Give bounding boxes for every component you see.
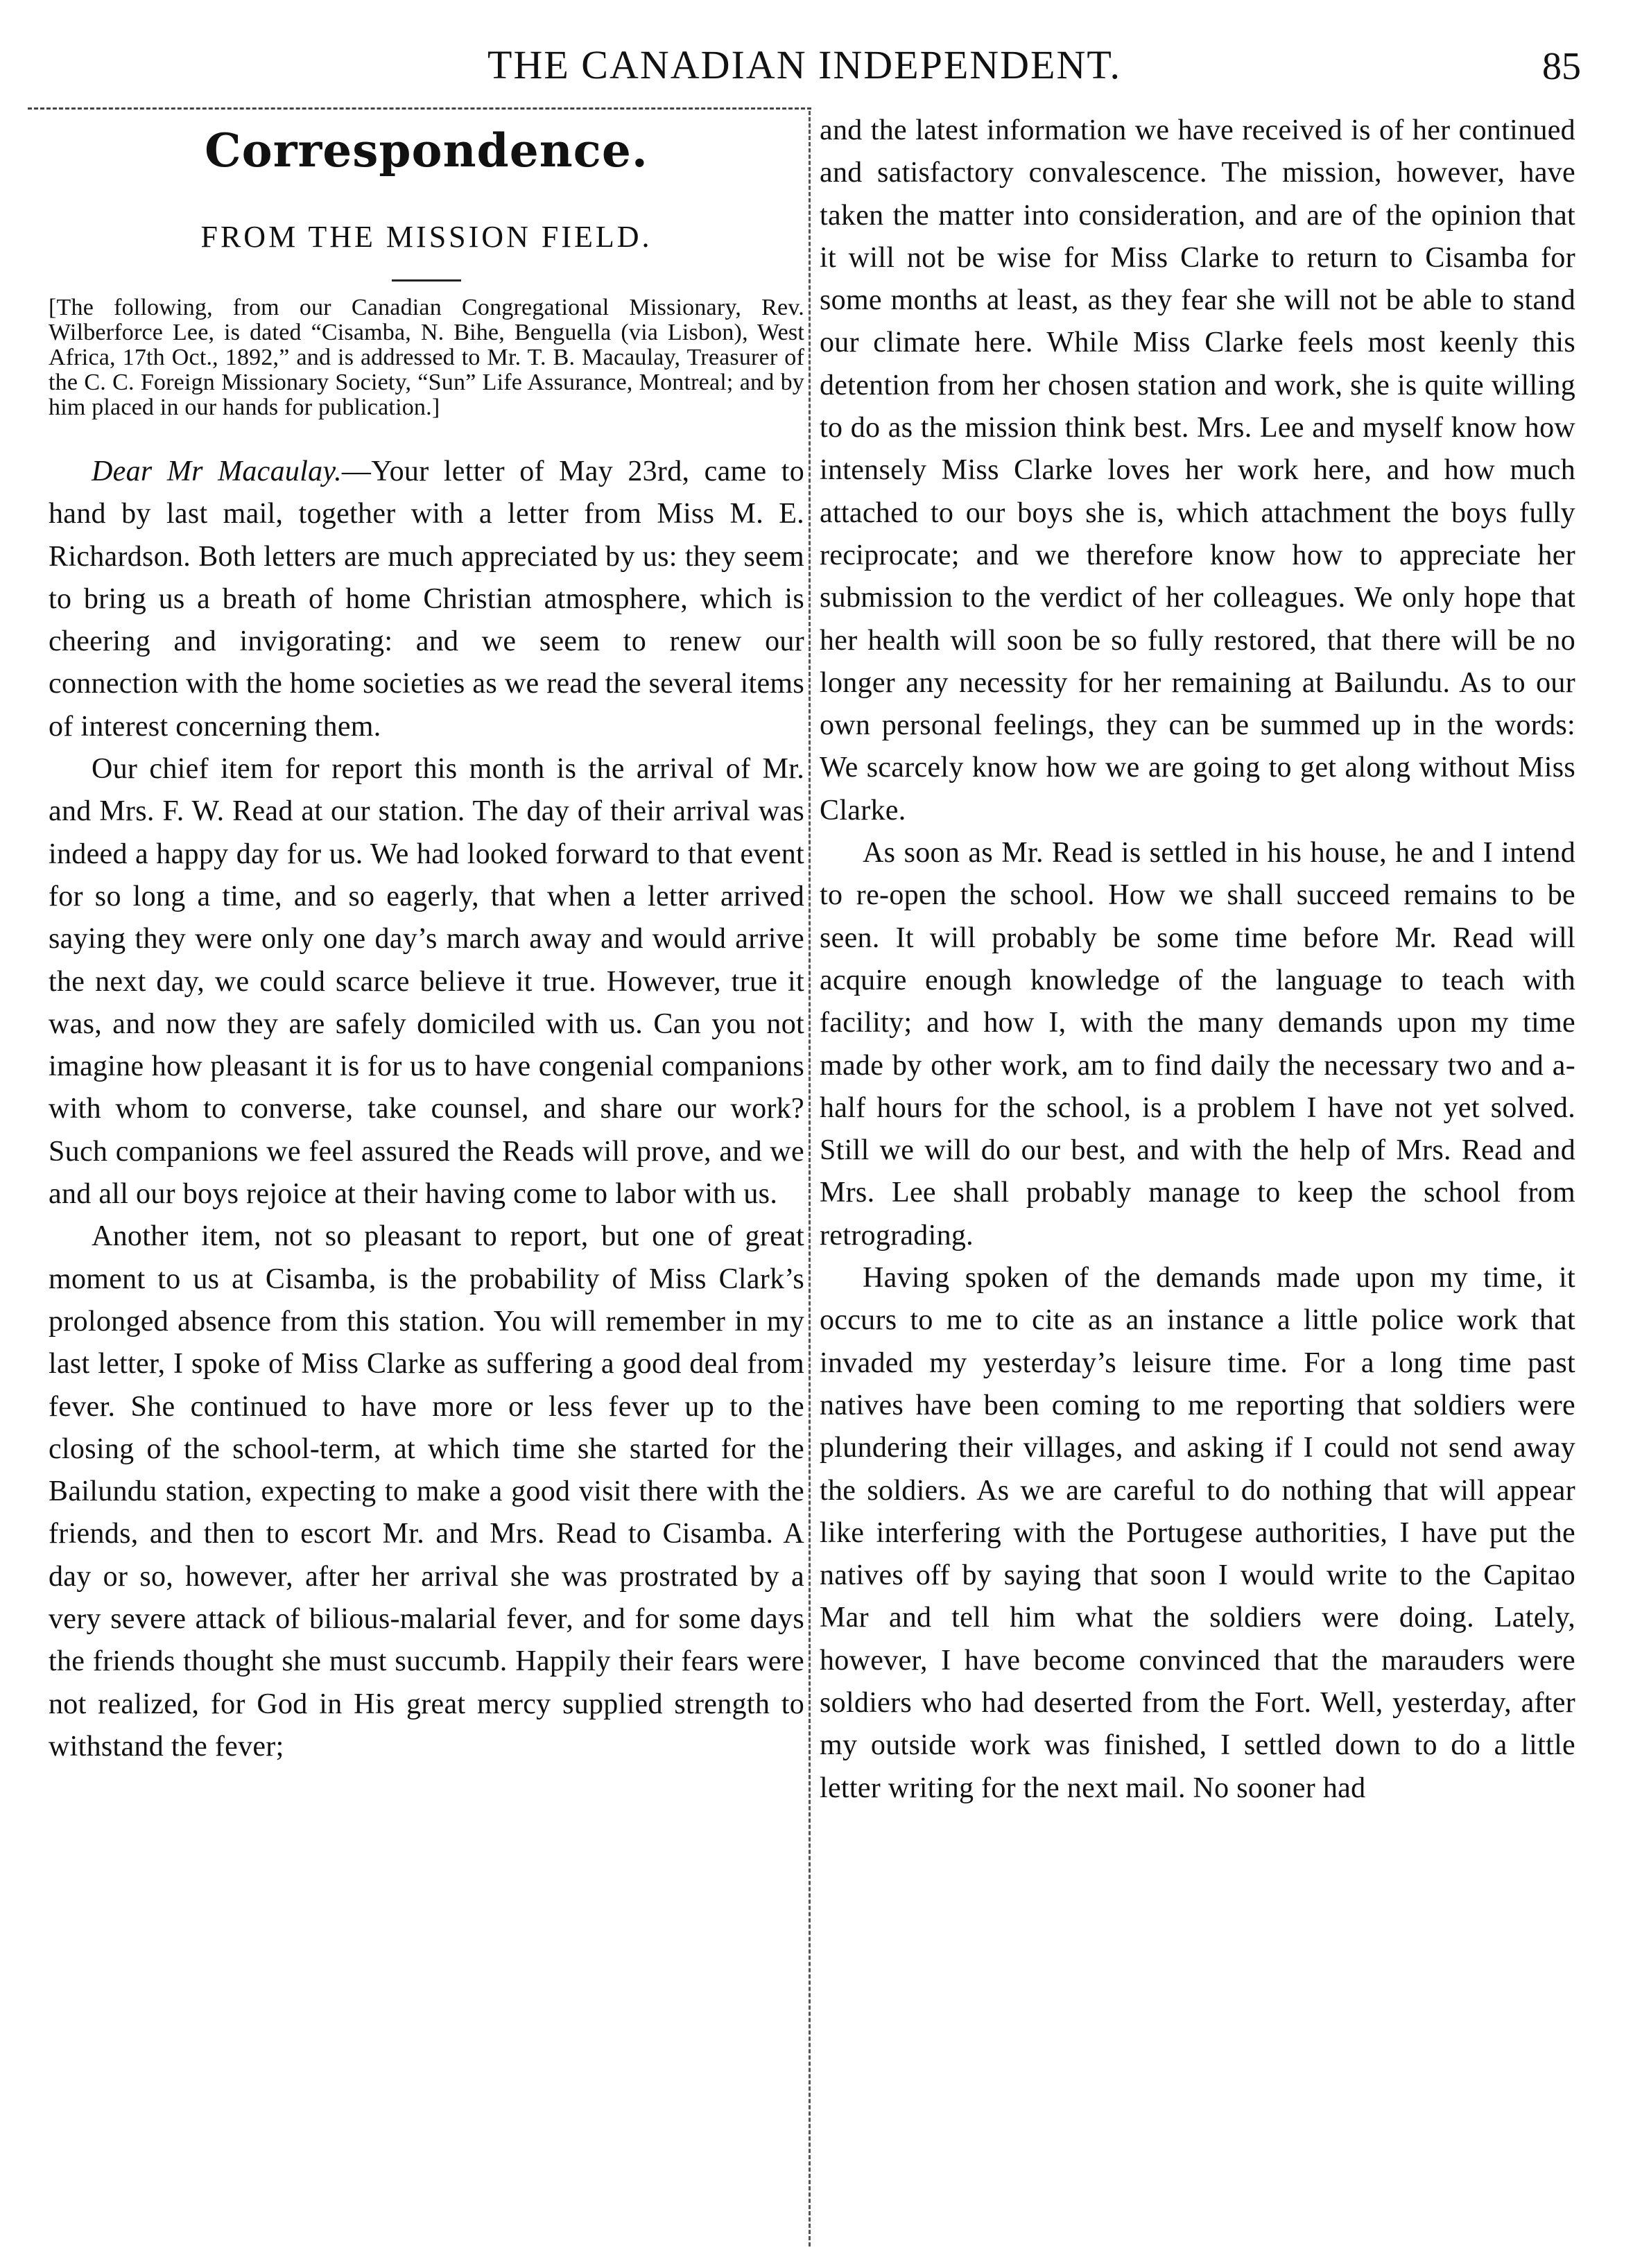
letter-paragraph-1: [49, 451, 804, 748]
page-header: [28, 14, 1581, 97]
section-heading: Correspondence.: [205, 123, 648, 178]
letter-paragraph-6: Having spoken of the demands made upon my time, it occurs to me to cite as an instance a little police work that invaded my yesterday’s leisure time. For a long time past natives have been coming to me reporting that soldiers were plundering their villages, and asking if I could not send away the soldiers. As we are careful to do nothing that will appear like interfering with the Portugese authorities, I have put the natives off by saying that soon I would write to the Capitao Mar and tell him what the soldiers were doing. Lately, however, I have become convinced that the marauders were soldiers who had deserted from the Fort. Well, yesterday, after my outside work was finished, I settled down to do a little letter writing for the next mail. No sooner had: [820, 1262, 1575, 1804]
section-subheading: FROM THE MISSION FIELD.: [200, 220, 653, 254]
letter-paragraph-5: As soon as Mr. Read is settled in his house, he and I intend to re-open the school. How we shall succeed remains to be seen. It will probably be some time before Mr. Read will acquire enough knowledge of the language to teach with facility; and how I, with the many demands upon my time made by other work, am to find daily the necessary two and a-half hours for the school, is a problem I have not yet solved. Still we will do our best, and with the help of Mrs. Read and Mrs. Lee shall probably manage to keep the school from retrograding.: [820, 837, 1575, 1252]
publication-title: THE CANADIAN INDEPENDENT.: [487, 42, 1121, 87]
right-column: [820, 110, 1575, 1810]
letter-paragraph-4: and the latest information we have received is of her continued and satisfactory convalescence. The mission, however, have taken the matter into consideration, and are of the opinion that it will not be wise for Miss Clarke to return to Cisamba for some months at least, as they fear she will not be able to stand our climate here. While Miss Clarke feels most keenly this detention from her chosen station and work, she is quite willing to do as the mission think best. Mrs. Lee and myself know how intensely Miss Clarke loves her work here, and how much attached to our boys she is, which attachment the boys fully reciprocate; and we therefore know how to appreciate her submission to the verdict of her colleagues. We only hope that her health will soon be so fully restored, that there will be no longer any necessity for her remaining at Bailundu. As to our own personal feelings, they can be summed up in the words: We scarcely know how we are going to get along without Miss Clarke.: [820, 114, 1575, 826]
salutation: Dear Mr Macaulay.: [92, 456, 342, 487]
editorial-note: [The following, from our Canadian Congregational Missionary, Rev. Wilberforce Lee, is dated “Cisamba, N. Bihe, Benguella (via Lisbon), West Africa, 17th Oct., 1892,” and is addressed to Mr. T. B. Macaulay, Treasurer of the C. C. Foreign Missionary Society, “Sun” Life Assurance, Montreal; and by him placed in our hands for publication.]: [49, 295, 804, 420]
paragraph-1-text: —Your letter of May 23rd, came to hand by last mail, together with a letter from Miss M. E. Richardson. Both letters are much appreciated by us: they seem to bring us a breath of home Christian atmosphere, which is cheering and invigorating: and we seem to renew our connection with the home societies as we read the several items of interest concerning them.: [49, 456, 804, 743]
short-rule: [392, 279, 461, 282]
letter-paragraph-3: Another item, not so pleasant to report, but one of great moment to us at Cisamba, is the probability of Miss Clark’s prolonged absence from this station. You will remember in my last letter, I spoke of Miss Clarke as suffering a good deal from fever. She continued to have more or less fever up to the closing of the school-term, at which time she started for the Bailundu station, expecting to make a good visit there with the friends, and then to escort Mr. and Mrs. Read to Cisamba. A day or so, however, after her arrival she was prostrated by a very severe attack of bilious-malarial fever, and for some days the friends thought she must succumb. Happily their fears were not realized, for God in His great mercy supplied strength to withstand the fever;: [49, 1220, 804, 1763]
column-divider: [809, 111, 811, 2247]
top-rule: [28, 107, 811, 110]
page-number: 85: [1542, 45, 1581, 88]
letter-paragraph-2: Our chief item for report this month is the arrival of Mr. and Mrs. F. W. Read at our station. The day of their arrival was indeed a happy day for us. We had looked forward to that event for so long a time, and so eagerly, that when a letter arrived saying they were only one day’s march away and would arrive the next day, we could scarce believe it true. However, true it was, and now they are safely domiciled with us. Can you not imagine how pleasant it is for us to have congenial companions with whom to converse, take counsel, and share our work? Such companions we feel assured the Reads will prove, and we and all our boys rejoice at their having come to labor with us.: [49, 753, 804, 1211]
left-column: [49, 111, 804, 1768]
